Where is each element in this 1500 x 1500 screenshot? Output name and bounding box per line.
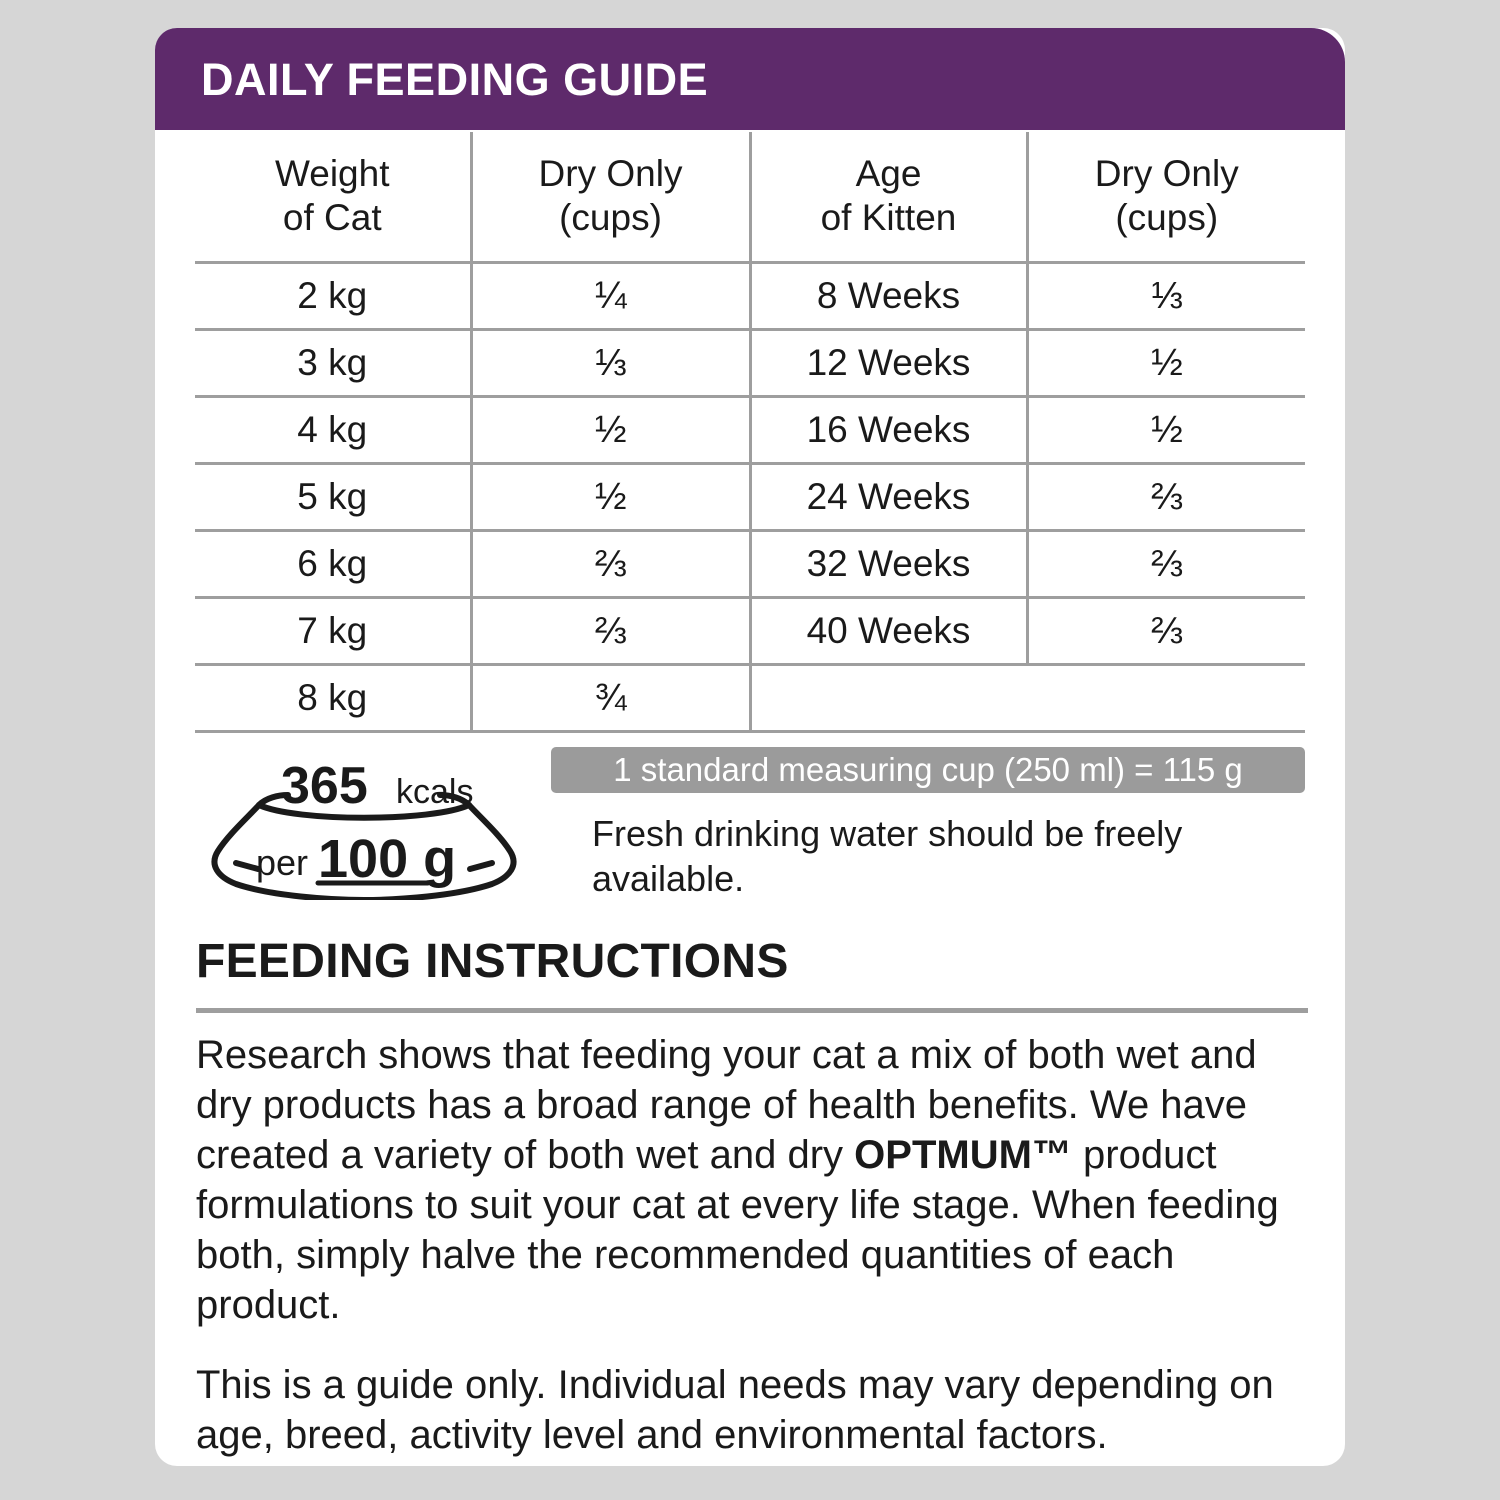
header-line-1: Dry Only: [538, 153, 683, 194]
kcal-per-label-text: per: [256, 842, 309, 883]
feeding-instructions-heading: FEEDING INSTRUCTIONS: [196, 935, 789, 988]
kcal-per-amount-text: 100 g: [318, 829, 457, 889]
feeding-instructions-body: [196, 1030, 1320, 1460]
brand-name: OPTMUM™: [854, 1133, 1072, 1177]
paragraph-1-text-after: product formulations to suit your cat at every life stage. When feeding both, simply halve the recommended quantities of each product.: [196, 1133, 1279, 1327]
cell-weight: 7 kg: [195, 598, 471, 665]
cell-age: 16 Weeks: [750, 397, 1027, 464]
section-divider: [196, 1008, 1308, 1013]
cell-age: 40 Weeks: [750, 598, 1027, 665]
cell-dry-kitten: ⅓: [1027, 263, 1305, 330]
cell-dry-cat: ⅓: [471, 330, 750, 397]
table-row: [195, 665, 1305, 732]
column-header-dry-only-cat: [471, 132, 750, 263]
header-line-2: (cups): [1115, 196, 1219, 238]
cell-weight: 2 kg: [195, 263, 471, 330]
daily-feeding-guide-banner: [155, 28, 1345, 130]
column-header-dry-only-kitten: [1027, 132, 1305, 263]
cell-weight: 5 kg: [195, 464, 471, 531]
measuring-cup-banner: [551, 747, 1305, 793]
cell-dry-cat: ⅔: [471, 598, 750, 665]
cell-weight: 8 kg: [195, 665, 471, 732]
cell-dry-kitten: ½: [1027, 330, 1305, 397]
cell-dry-cat: ½: [471, 464, 750, 531]
column-header-age-of-kitten: [750, 132, 1027, 263]
table-header-row: [195, 132, 1305, 263]
table-row: [195, 397, 1305, 464]
cell-dry-kitten-empty: [1027, 665, 1305, 732]
kcal-value-text: 365: [281, 765, 368, 815]
kcal-unit-text: kcals: [396, 773, 474, 811]
table-row: [195, 531, 1305, 598]
page-title: DAILY FEEDING GUIDE: [201, 53, 709, 105]
table-row: [195, 330, 1305, 397]
measuring-cup-text: 1 standard measuring cup (250 ml) = 115 g: [613, 751, 1243, 788]
cell-dry-cat: ½: [471, 397, 750, 464]
cell-dry-cat: ⅔: [471, 531, 750, 598]
header-line-1: Weight: [275, 153, 390, 194]
table-row: [195, 598, 1305, 665]
fresh-water-note: Fresh drinking water should be freely available.: [592, 813, 1183, 899]
cell-dry-kitten: ⅔: [1027, 598, 1305, 665]
header-line-2: of Cat: [282, 196, 382, 238]
cell-age: 24 Weeks: [750, 464, 1027, 531]
header-line-1: Dry Only: [1094, 153, 1239, 194]
cell-weight: 4 kg: [195, 397, 471, 464]
kcal-bowl-icon: [196, 765, 532, 900]
cell-weight: 6 kg: [195, 531, 471, 598]
cell-dry-kitten: ⅔: [1027, 464, 1305, 531]
cell-age-empty: [750, 665, 1027, 732]
header-line-1: Age: [855, 153, 922, 194]
cell-dry-cat: ¾: [471, 665, 750, 732]
table-row: [195, 263, 1305, 330]
header-line-2: of Kitten: [820, 196, 957, 238]
cell-age: 8 Weeks: [750, 263, 1027, 330]
cell-dry-kitten: ⅔: [1027, 531, 1305, 598]
table-row: [195, 464, 1305, 531]
instructions-paragraph-2: This is a guide only. Individual needs may vary depending on age, breed, activity level and environmental factors.: [196, 1363, 1274, 1457]
cell-dry-cat: ¼: [471, 263, 750, 330]
column-header-weight-of-cat: [195, 132, 471, 263]
cell-age: 32 Weeks: [750, 531, 1027, 598]
header-line-2: (cups): [559, 196, 662, 238]
instructions-paragraph-1: [196, 1030, 1320, 1330]
paragraph-1-text-before: Research shows that feeding your cat a mix of both wet and dry products has a broad range of health benefits. We have created a variety of both wet and dry: [196, 1033, 1257, 1177]
cell-age: 12 Weeks: [750, 330, 1027, 397]
daily-feeding-table: [195, 132, 1305, 733]
cell-dry-kitten: ½: [1027, 397, 1305, 464]
cell-weight: 3 kg: [195, 330, 471, 397]
